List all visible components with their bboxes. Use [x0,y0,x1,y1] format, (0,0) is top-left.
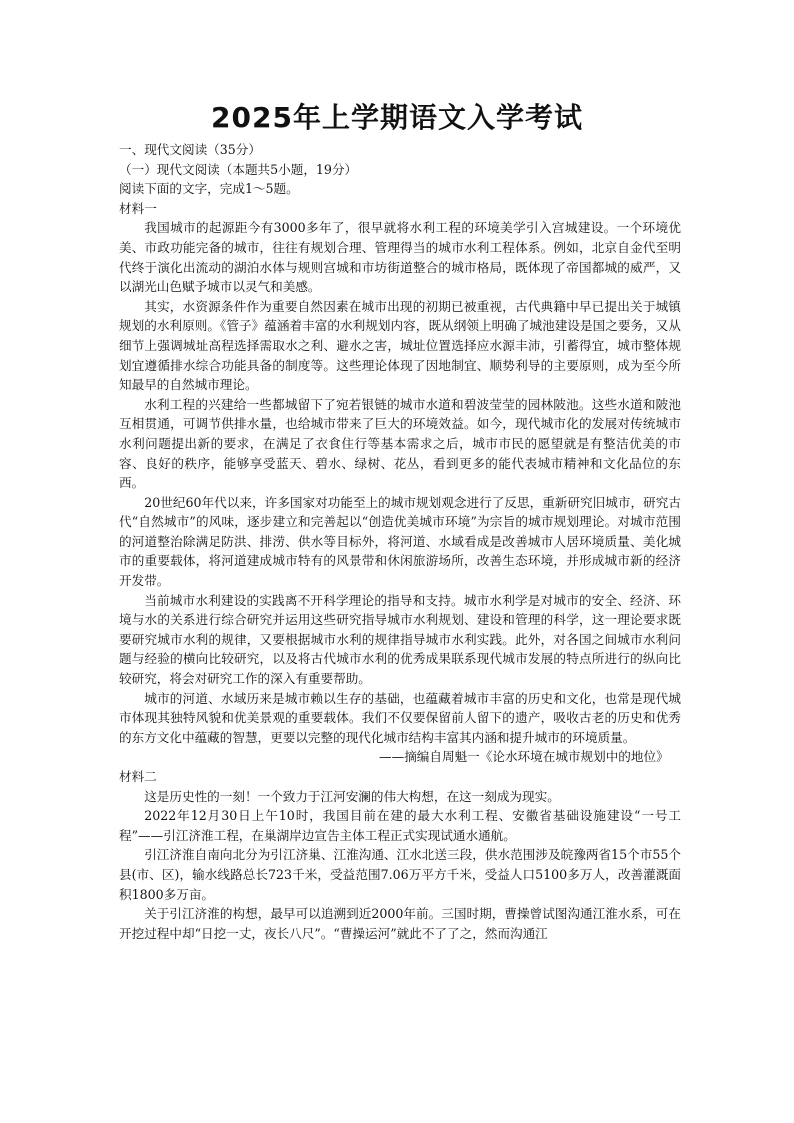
section-heading: 一、现代文阅读（35分） [119,142,261,157]
exam-content [119,140,681,943]
material-two-paragraph: 2022年12月30日上午10时，我国目前在建的最大水利工程、安徽省基础设施建设“一号工程”——引江济淮工程，在巢湖岸边宣告主体工程正式实现试通水通航。 [119,808,681,843]
exam-title: 2025年上学期语文入学考试 [211,101,583,134]
material-one-paragraph: 其实，水资源条件作为重要自然因素在城市出现的初期已被重视，古代典籍中早已提出关于城镇规划的水利原则。《管子》蕴涵着丰富的水利规划内容，既从纲领上明确了城池建设是国之要务，又从细节上强调城址高程选择需取水之利、避水之害，城址位置选择应水源丰沛，引蓄得宜，城市整体规划宜遵循排水综合功能具备的制度等。这些理论体现了因地制宜、顺势利导的主要原则，成为至今所知最早的自然城市理论。 [119,298,681,393]
reading-instruction: 阅读下面的文字，完成1～5题。 [119,181,299,197]
material-two-paragraph: 引江济淮自南向北分为引江济巢、江淮沟通、江水北送三段，供水范围涉及皖豫两省15个市55个县(市、区)，输水线路总长723千米，受益范围7.06万平方千米，受益人口5100多万人，改善灌溉面积1800多万亩。 [119,847,681,902]
material-two-paragraph: 这是历史性的一刻！一个致力于江河安澜的伟大构想，在这一刻成为现实。 [144,788,560,804]
material-two-label: 材料二 [119,769,157,784]
material-one-paragraph: 当前城市水利建设的实践离不开科学理论的指导和支持。城市水利学是对城市的安全、经济、环境与水的关系进行综合研究并运用这些研究指导城市水利规划、建设和管理的科学，这一理论要求既要研究城市水利的规律，又要根据城市水利的规律指导城市水利实践。此外，对各国之间城市水利问题与经验的横向比较研究，以及将古代城市水利的优秀成果联系现代城市发展的特点所进行的纵向比较研究，将会对研究工作的深入有重要帮助。 [119,592,681,687]
subsection-heading: （一）现代文阅读（本题共5小题，19分） [119,161,358,177]
material-one-paragraph: 水利工程的兴建给一些都城留下了宛若银链的城市水道和碧波莹莹的园林陂池。这些水道和陂池互相贯通，可调节供排水量，也给城市带来了巨大的环境效益。如今，现代城市化的发展对传统城市水利问题提出新的要求，在满足了衣食住行等基本需求之后，城市市民的愿望就是有整洁优美的市容、良好的秩序，能够享受蓝天、碧水、绿树、花丛，看到更多的能代表城市精神和文化品位的东西。 [119,396,681,491]
material-one-paragraph: 20世纪60年代以来，许多国家对功能至上的城市规划观念进行了反思，重新研究旧城市，研究古代“自然城市”的风味，逐步建立和完善起以“创造优美城市环境”为宗旨的城市规划理论。对城市范围的河道整治除满足防洪、排涝、供水等目标外，将河道、水域看成是改善城市人居环境质量、美化城市的重要载体，将河道建成城市特有的风景带和休闲旅游场所，改善生态环境，并形成城市新的经济开发带。 [119,494,681,589]
material-one-label: 材料一 [119,200,157,216]
material-two-paragraph: 关于引江济淮的构想，最早可以追溯到近2000年前。三国时期，曹操曾试图沟通江淮水系，可在开挖过程中却“日挖一丈，夜长八尺”。“曹操运河”就此不了了之，然而沟通江 [119,906,681,941]
material-one-paragraph: 我国城市的起源距今有3000多年了，很早就将水利工程的环境美学引入宫城建设。一个环境优美、市政功能完备的城市，往往有规划合理、管理得当的城市水利工程体系。例如，北京自金代至明代终于演化出流动的湖泊水体与规则宫城和市坊街道整合的城市格局，既体现了帝国都城的威严，又以湖光山色赋予城市以灵气和美感。 [119,220,681,295]
material-one-paragraph: 城市的河道、水域历来是城市赖以生存的基础，也蕴藏着城市丰富的历史和文化，也常是现代城市体现其独特风貌和优美景观的重要载体。我们不仅要保留前人留下的遗产，吸收古老的历史和优秀的东方文化中蕴藏的智慧，更要以完整的现代化城市结构丰富其内涵和提升城市的环境质量。 [119,690,681,745]
material-one-source: ——摘编自周魁一《论水环境在城市规划中的地位》 [379,749,669,765]
